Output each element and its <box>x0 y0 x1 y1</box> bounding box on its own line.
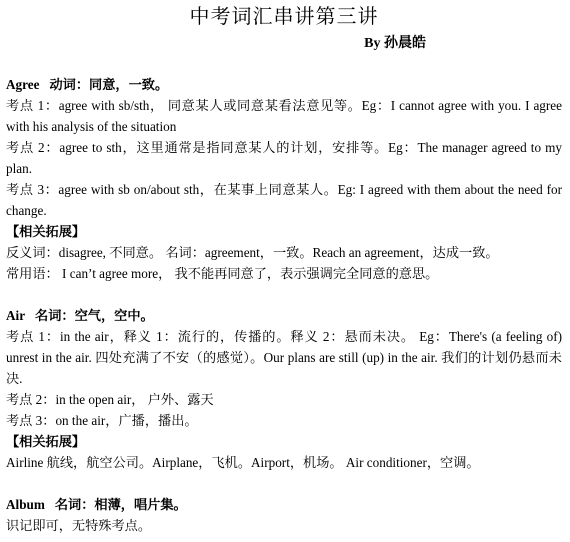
exam-point: 考点 2：agree to sth，这里通常是指同意某人的计划，安排等。Eg：The manager agreed to my plan. <box>6 140 562 176</box>
page-title: 中考词汇串讲第三讲 <box>189 6 379 28</box>
entry-heading <box>6 305 562 326</box>
extension-line: 反义词：disagree, 不同意。 名词：agreement，一致。Reach an agreement，达成一致。 <box>6 245 499 260</box>
exam-point: 考点 1：agree with sb/sth， 同意某人或同意某看法意见等。Eg：I cannot agree with you. I agree with his analysis of the situation <box>6 98 562 134</box>
entry-heading <box>6 74 562 95</box>
author-line: By 孙晨皓 <box>364 36 426 51</box>
entry-word: Air <box>6 308 26 323</box>
exam-point: 识记即可，无特殊考点。 <box>6 518 152 533</box>
extension-heading: 【相关拓展】 <box>6 224 86 239</box>
extension-line: 常用语： I can’t agree more， 我不能再同意了，表示强调完全同意的意思。 <box>6 266 439 281</box>
entry-definition: 动词：同意，一致。 <box>49 77 169 92</box>
exam-point: 考点 3：agree with sb on/about sth，在某事上同意某人。Eg: I agreed with them about the need for change. <box>6 182 562 218</box>
exam-point: 考点 2：in the open air， 户外、露天 <box>6 392 214 407</box>
extension-heading: 【相关拓展】 <box>6 434 86 449</box>
section-album <box>6 494 562 536</box>
exam-point: 考点 3：on the air，广播，播出。 <box>6 413 198 428</box>
extension-line: Airline 航线，航空公司。Airplane，飞机。Airport，机场。 Air conditioner，空调。 <box>6 455 480 470</box>
entry-word: Album <box>6 497 45 512</box>
entry-heading <box>6 494 562 515</box>
entry-definition: 名词：相薄，唱片集。 <box>54 497 187 512</box>
section-air <box>6 305 562 473</box>
entry-word: Agree <box>6 77 40 92</box>
section-agree <box>6 74 562 284</box>
exam-point: 考点 1：in the air，释义 1：流行的，传播的。释义 2：悬而未决。 Eg：There's (a feeling of) unrest in the air. 四处充满了不安（的感觉）。Our plans are still (up) in the air. 我们的计划仍悬而未决. <box>6 329 562 386</box>
entry-definition: 名词：空气，空中。 <box>35 308 154 323</box>
